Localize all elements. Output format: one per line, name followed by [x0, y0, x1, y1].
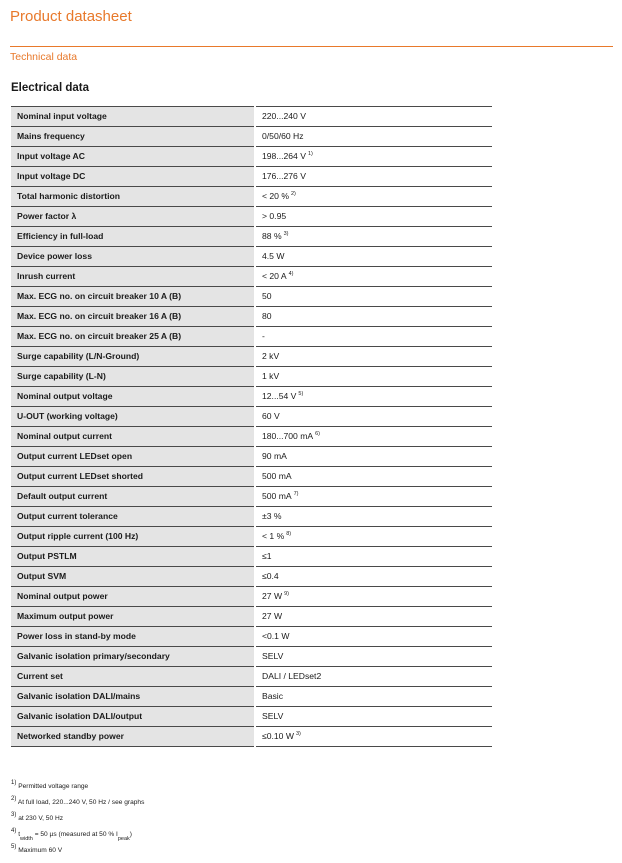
row-label: Input voltage AC [11, 147, 255, 167]
row-label: Max. ECG no. on circuit breaker 10 A (B) [11, 287, 255, 307]
table-row [11, 607, 492, 627]
footnote-ref: 3) [295, 731, 301, 738]
row-label: Output current LEDset open [11, 447, 255, 467]
table-row [11, 107, 492, 127]
row-value-cell [255, 387, 492, 407]
row-label: Output SVM [11, 567, 255, 587]
table-row [11, 167, 492, 187]
row-label: Mains frequency [11, 127, 255, 147]
row-value: 180...700 mA [262, 431, 314, 442]
row-value-cell [255, 647, 492, 667]
row-value: 80 [262, 311, 272, 322]
row-value-cell [255, 287, 492, 307]
footnote-ref: 9) [284, 591, 289, 598]
row-label: Device power loss [11, 247, 255, 267]
row-value: > 0.95 [262, 211, 287, 222]
table-row [11, 427, 492, 447]
table-row [11, 347, 492, 367]
row-value-cell [255, 727, 492, 747]
row-label: Galvanic isolation primary/secondary [11, 647, 255, 667]
row-value-cell [255, 447, 492, 467]
page-title: Product datasheet [10, 8, 132, 25]
row-value-cell [255, 147, 492, 167]
table-row [11, 627, 492, 647]
row-label: Nominal output current [11, 427, 255, 447]
row-value: 60 V [262, 411, 280, 422]
row-value-cell [255, 687, 492, 707]
table-row [11, 207, 492, 227]
table-row [11, 467, 492, 487]
table-row [11, 587, 492, 607]
row-value: <0.1 W [262, 631, 290, 642]
row-value: < 20 % [262, 191, 289, 202]
row-value-cell [255, 547, 492, 567]
row-label: Default output current [11, 487, 255, 507]
row-value-cell [255, 207, 492, 227]
table-row [11, 307, 492, 327]
table-row [11, 227, 492, 247]
footnote-ref: 8) [286, 531, 292, 538]
footnote-ref: 5) [298, 391, 304, 398]
table-row [11, 447, 492, 467]
table-row [11, 127, 492, 147]
table-row [11, 387, 492, 407]
footnote: 3) at 230 V, 50 Hz [11, 812, 64, 822]
table-row [11, 267, 492, 287]
row-value: ≤0.10 W [262, 731, 294, 742]
row-label: Nominal input voltage [11, 107, 255, 127]
row-value-cell [255, 347, 492, 367]
row-label: Networked standby power [11, 727, 255, 747]
row-value: 2 kV [262, 351, 280, 362]
row-value: 88 % [262, 231, 282, 242]
footnote-ref: 1) [307, 151, 313, 158]
table-row [11, 147, 492, 167]
row-value-cell [255, 487, 492, 507]
row-label: Efficiency in full-load [11, 227, 255, 247]
row-label: Nominal output power [11, 587, 255, 607]
footnote: 5) Maximum 60 V [11, 844, 63, 854]
row-label: Nominal output voltage [11, 387, 255, 407]
row-label: Surge capability (L-N) [11, 367, 255, 387]
row-label: Output current tolerance [11, 507, 255, 527]
row-value: SELV [262, 711, 284, 722]
row-value: SELV [262, 651, 284, 662]
row-value: 27 W [262, 591, 283, 602]
row-label: Power factor λ [11, 207, 255, 227]
row-value-cell [255, 107, 492, 127]
table-row [11, 667, 492, 687]
footnote-ref: 2) [291, 191, 296, 198]
row-label: Output current LEDset shorted [11, 467, 255, 487]
row-value: 500 mA [262, 491, 292, 502]
table-row [11, 547, 492, 567]
row-label: Current set [11, 667, 255, 687]
row-value: 220...240 V [262, 111, 306, 122]
table-row [11, 567, 492, 587]
header-divider [10, 46, 613, 47]
row-value-cell [255, 427, 492, 447]
row-value-cell [255, 407, 492, 427]
row-value-cell [255, 267, 492, 287]
row-value: 500 mA [262, 471, 292, 482]
row-label: Power loss in stand-by mode [11, 627, 255, 647]
row-label: Inrush current [11, 267, 255, 287]
table-row [11, 687, 492, 707]
footnote: 4) $t_{width} = 50$ µs (measured at 50 % $I_{peak}$) [11, 828, 132, 842]
row-value-cell [255, 247, 492, 267]
row-label: Total harmonic distortion [11, 187, 255, 207]
footnote: 2) At full load, 220...240 V, 50 Hz / see graphs [11, 796, 145, 806]
row-value-cell [255, 467, 492, 487]
row-value-cell [255, 187, 492, 207]
row-value: 27 W [262, 611, 283, 622]
row-value-cell [255, 627, 492, 647]
footnote-ref: 3) [283, 231, 289, 238]
row-label: Galvanic isolation DALI/mains [11, 687, 255, 707]
row-value: ±3 % [262, 511, 282, 522]
row-value-cell [255, 527, 492, 547]
row-value: Basic [262, 691, 284, 702]
row-value: DALI / LEDset2 [262, 671, 322, 682]
footnote: 1) Permitted voltage range [11, 780, 89, 790]
row-value-cell [255, 327, 492, 347]
row-label: Max. ECG no. on circuit breaker 25 A (B) [11, 327, 255, 347]
footnote-ref: 6) [315, 431, 321, 438]
row-value-cell [255, 607, 492, 627]
row-value-cell [255, 667, 492, 687]
row-label: Galvanic isolation DALI/output [11, 707, 255, 727]
table-row [11, 247, 492, 267]
table-row [11, 707, 492, 727]
table-row [11, 647, 492, 667]
table-row [11, 287, 492, 307]
row-value: - [262, 331, 265, 342]
subsection-title: Electrical data [11, 82, 89, 94]
row-label: Surge capability (L/N-Ground) [11, 347, 255, 367]
row-label: Max. ECG no. on circuit breaker 16 A (B) [11, 307, 255, 327]
row-value-cell [255, 367, 492, 387]
row-value: < 20 A [262, 271, 287, 282]
row-value: ≤1 [262, 551, 272, 562]
row-value: 198...264 V [262, 151, 306, 162]
electrical-data-table [11, 106, 492, 747]
row-value-cell [255, 307, 492, 327]
row-value: 12...54 V [262, 391, 297, 402]
row-value: 4.5 W [262, 251, 285, 262]
table-row [11, 527, 492, 547]
row-value: < 1 % [262, 531, 285, 542]
row-value: 90 mA [262, 451, 287, 462]
section-title: Technical data [10, 51, 78, 63]
row-label: Input voltage DC [11, 167, 255, 187]
footnotes [11, 780, 491, 860]
footnote-ref: 7) [293, 491, 299, 498]
table-row [11, 507, 492, 527]
row-value: 50 [262, 291, 272, 302]
row-value-cell [255, 587, 492, 607]
table-row [11, 727, 492, 747]
row-value-cell [255, 707, 492, 727]
table-row [11, 327, 492, 347]
row-value-cell [255, 507, 492, 527]
footnote-ref: 4) [288, 271, 294, 278]
row-value-cell [255, 127, 492, 147]
row-label: Maximum output power [11, 607, 255, 627]
table-row [11, 367, 492, 387]
row-label: Output PSTLM [11, 547, 255, 567]
row-value-cell [255, 167, 492, 187]
table-row [11, 487, 492, 507]
row-value-cell [255, 227, 492, 247]
table-row [11, 187, 492, 207]
row-label: Output ripple current (100 Hz) [11, 527, 255, 547]
row-label: U-OUT (working voltage) [11, 407, 255, 427]
row-value: 176...276 V [262, 171, 306, 182]
row-value: 0/50/60 Hz [262, 131, 304, 142]
row-value: ≤0.4 [262, 571, 279, 582]
row-value-cell [255, 567, 492, 587]
table-row [11, 407, 492, 427]
row-value: 1 kV [262, 371, 280, 382]
